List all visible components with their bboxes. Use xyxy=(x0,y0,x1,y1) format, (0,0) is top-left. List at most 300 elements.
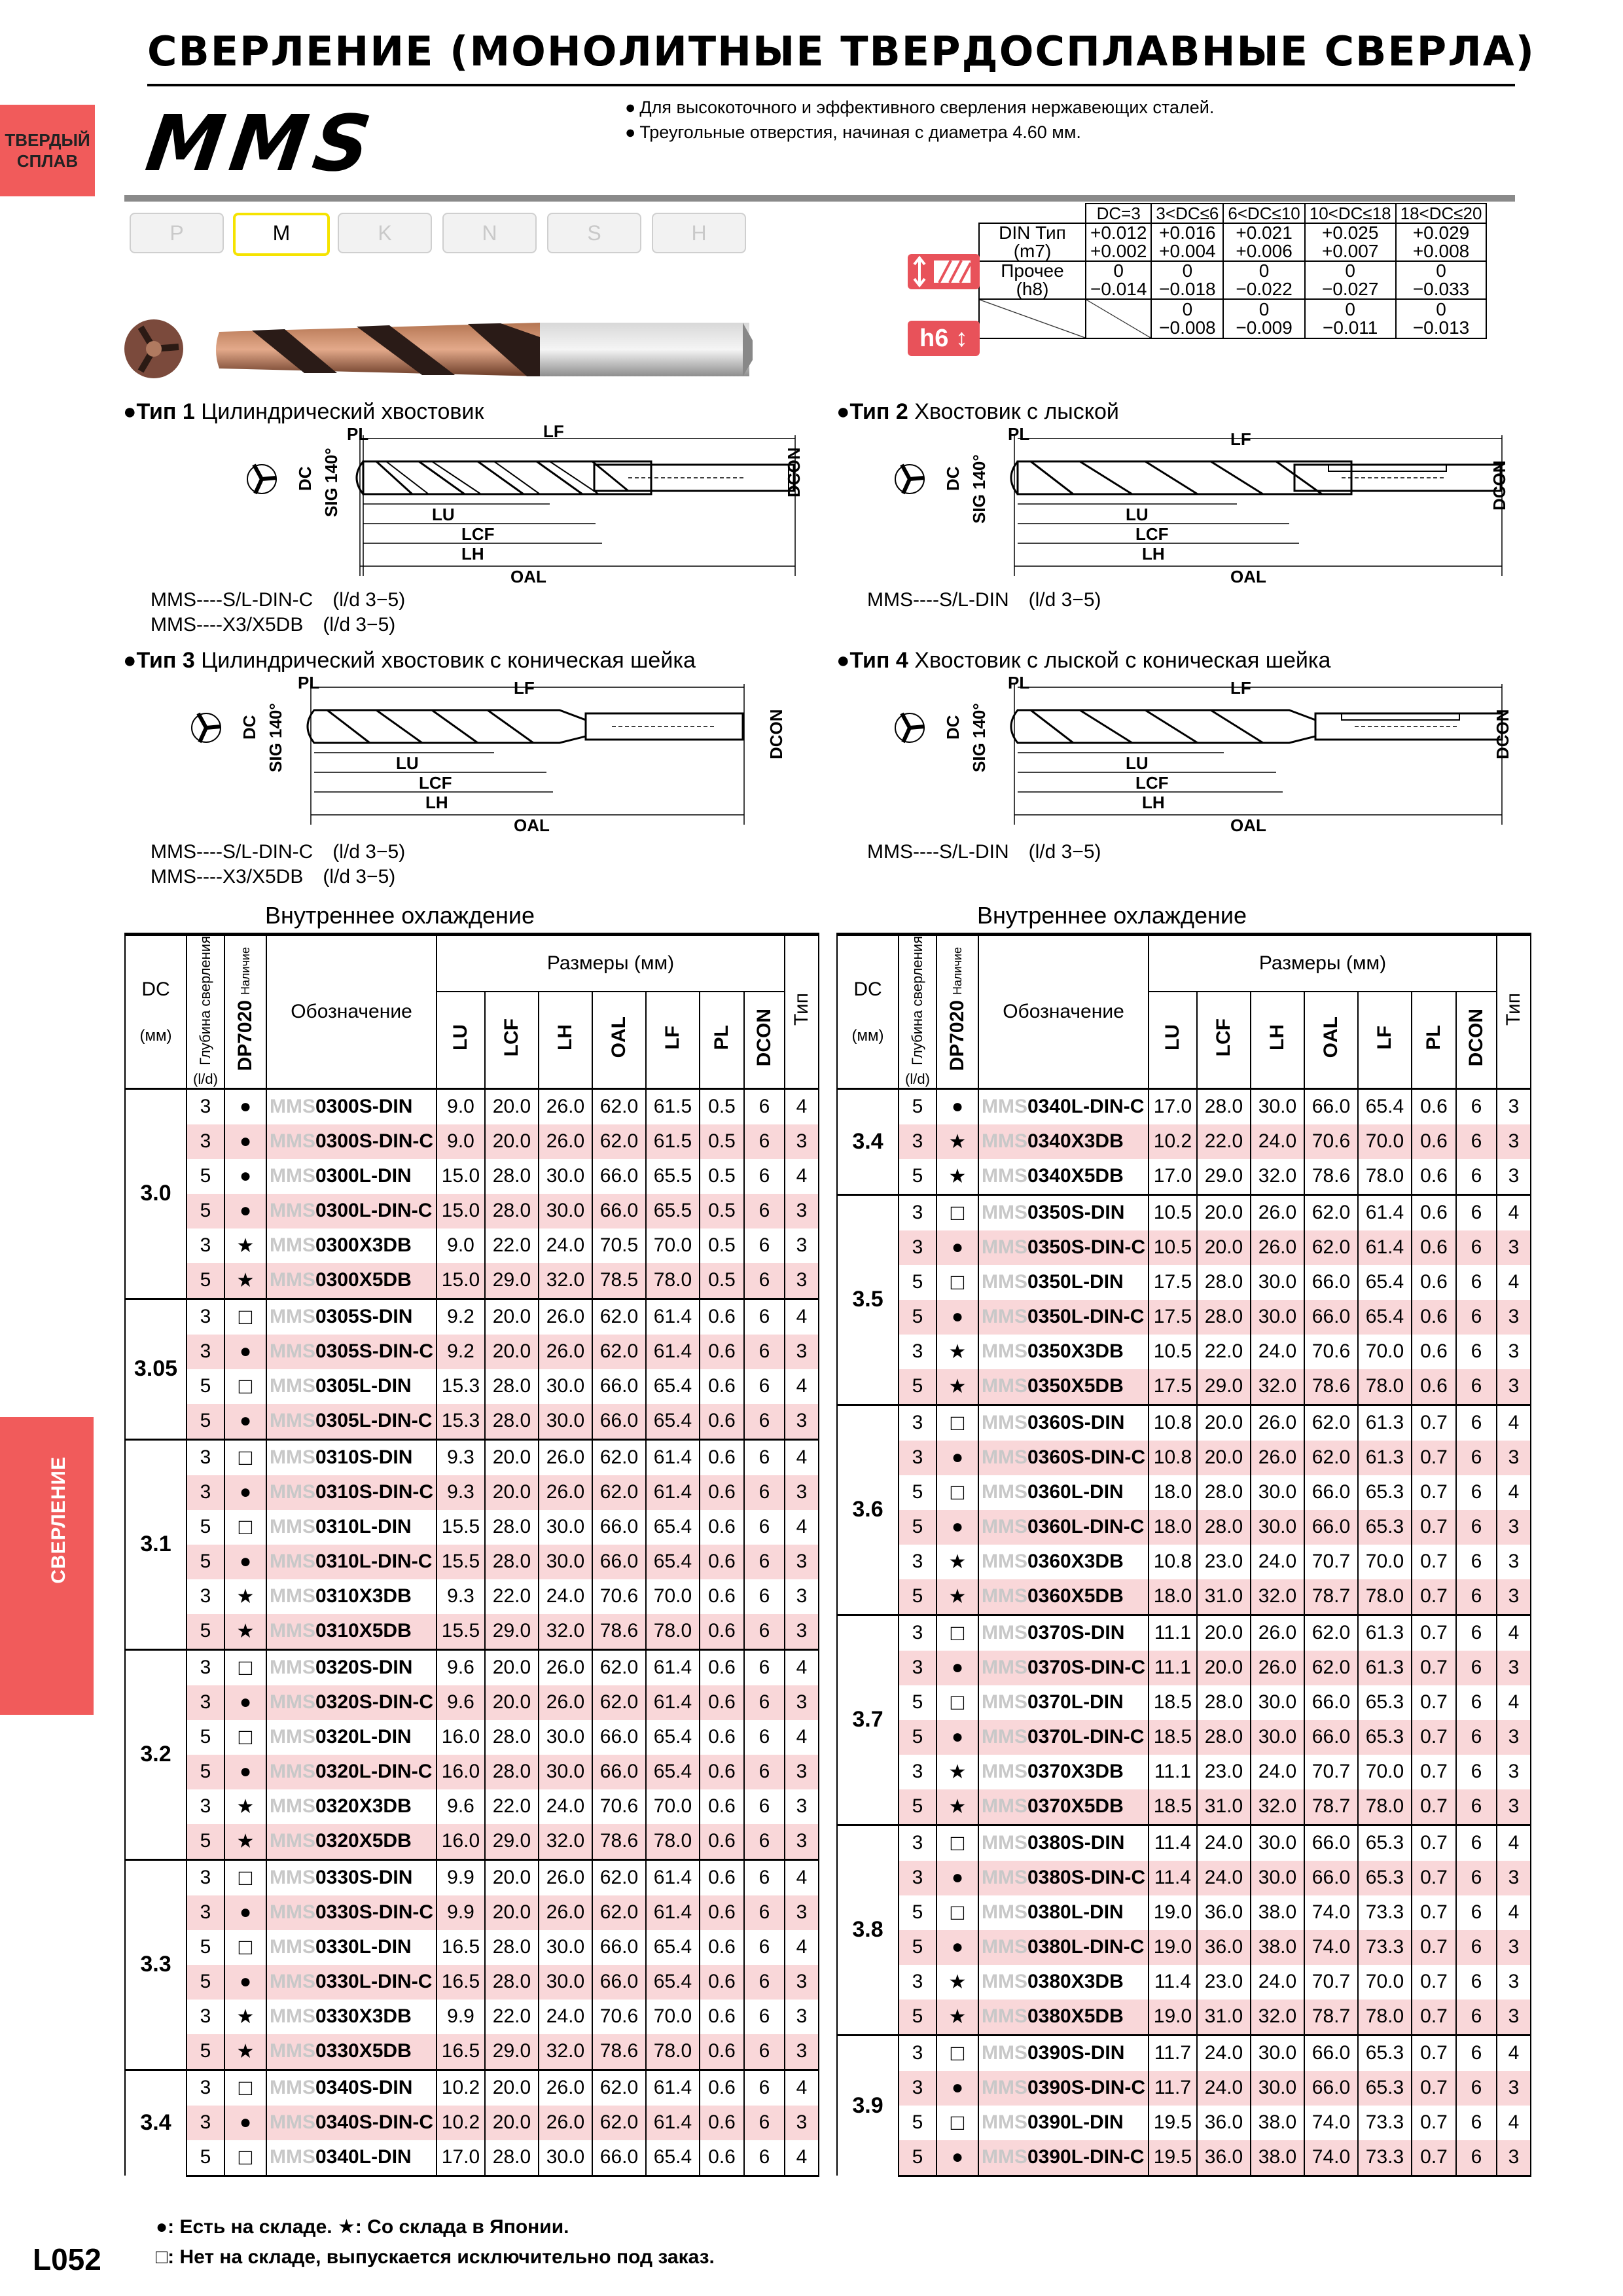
value-cell: 3 xyxy=(1497,1755,1531,1789)
designation-cell: MMS0330S-DIN-C xyxy=(266,1895,437,1930)
designation-cell: MMS0350X5DB xyxy=(978,1369,1149,1405)
value-cell: 65.3 xyxy=(1358,1685,1412,1720)
value-cell: 4 xyxy=(785,1720,819,1755)
value-cell: 30.0 xyxy=(539,1159,592,1194)
value-cell: 0.6 xyxy=(700,1685,744,1720)
designation-cell: MMS0370L-DIN xyxy=(978,1685,1149,1720)
value-cell: 6 xyxy=(744,1510,785,1545)
value-cell: 0.7 xyxy=(1412,2000,1456,2036)
value-cell: 29.0 xyxy=(485,1824,539,1860)
depth-cell: 5 xyxy=(899,1300,936,1335)
stock-cell: ● xyxy=(936,1441,978,1475)
designation-cell: MMS0360S-DIN xyxy=(978,1405,1149,1441)
value-cell: 28.0 xyxy=(485,1755,539,1789)
stock-cell: □ xyxy=(936,1685,978,1720)
value-cell: 0.6 xyxy=(1412,1265,1456,1300)
type-3-heading: ● Тип 3 Цилиндрический хвостовик с коническая шейка xyxy=(123,648,696,673)
value-cell: 0.6 xyxy=(700,1649,744,1685)
value-cell: 38.0 xyxy=(1251,2140,1304,2176)
value-cell: 20.0 xyxy=(1197,1230,1251,1265)
col-designation: Обозначение xyxy=(978,935,1149,1089)
tol-cell: 0 −0.014 xyxy=(1086,261,1151,299)
depth-cell: 3 xyxy=(187,2106,224,2140)
table-row xyxy=(125,1335,819,1369)
table-row xyxy=(125,2000,819,2034)
depth-cell: 3 xyxy=(899,2071,936,2106)
value-cell: 62.0 xyxy=(592,1335,646,1369)
designation-cell: MMS0340L-DIN-C xyxy=(978,1088,1149,1124)
value-cell: 78.0 xyxy=(646,1263,700,1299)
value-cell: 4 xyxy=(785,1088,819,1124)
value-cell: 3 xyxy=(1497,1545,1531,1579)
table-row xyxy=(837,2140,1531,2176)
value-cell: 0.6 xyxy=(700,1299,744,1335)
value-cell: 78.6 xyxy=(592,1824,646,1860)
dim-dcon: DCON xyxy=(1489,460,1509,511)
value-cell: 61.4 xyxy=(646,1475,700,1510)
table-row xyxy=(125,1194,819,1229)
table-row xyxy=(125,2034,819,2070)
value-cell: 3 xyxy=(785,1229,819,1263)
stock-cell: ★ xyxy=(936,1124,978,1159)
value-cell: 66.0 xyxy=(1304,1720,1358,1755)
table-row xyxy=(837,1789,1531,1825)
value-cell: 4 xyxy=(785,2140,819,2176)
depth-cell: 5 xyxy=(899,1159,936,1195)
value-cell: 65.3 xyxy=(1358,2071,1412,2106)
value-cell: 20.0 xyxy=(485,1895,539,1930)
value-cell: 30.0 xyxy=(1251,2035,1304,2071)
col-oal: OAL xyxy=(1304,992,1358,1088)
depth-cell: 5 xyxy=(187,1404,224,1440)
value-cell: 0.7 xyxy=(1412,1965,1456,2000)
value-cell: 10.5 xyxy=(1149,1230,1197,1265)
stock-cell: ★ xyxy=(224,1229,266,1263)
value-cell: 16.5 xyxy=(437,2034,485,2070)
side-tab-carbide[interactable] xyxy=(0,105,95,196)
table-row xyxy=(837,2071,1531,2106)
depth-cell: 3 xyxy=(187,1685,224,1720)
value-cell: 20.0 xyxy=(1197,1441,1251,1475)
value-cell: 28.0 xyxy=(485,1930,539,1965)
value-cell: 78.0 xyxy=(646,1824,700,1860)
value-cell: 30.0 xyxy=(1251,1861,1304,1895)
iso-group-s[interactable]: S xyxy=(547,213,641,253)
value-cell: 6 xyxy=(744,1263,785,1299)
table-row xyxy=(125,1369,819,1404)
value-cell: 9.0 xyxy=(437,1088,485,1124)
value-cell: 62.0 xyxy=(592,1299,646,1335)
depth-cell: 5 xyxy=(899,2140,936,2176)
value-cell: 15.5 xyxy=(437,1510,485,1545)
table-row xyxy=(837,1651,1531,1685)
designation-cell: MMS0330X3DB xyxy=(266,2000,437,2034)
table-row xyxy=(837,1335,1531,1369)
designation-cell: MMS0350S-DIN xyxy=(978,1194,1149,1230)
value-cell: 22.0 xyxy=(485,1229,539,1263)
value-cell: 9.6 xyxy=(437,1649,485,1685)
value-cell: 6 xyxy=(744,1299,785,1335)
tolerance-table xyxy=(978,203,1487,339)
designation-cell: MMS0380L-DIN xyxy=(978,1895,1149,1930)
value-cell: 61.4 xyxy=(646,1685,700,1720)
depth-cell: 3 xyxy=(187,1124,224,1159)
value-cell: 66.0 xyxy=(592,1404,646,1440)
tol-cell: 0 −0.009 xyxy=(1223,299,1304,338)
value-cell: 31.0 xyxy=(1197,2000,1251,2036)
value-cell: 62.0 xyxy=(592,1895,646,1930)
value-cell: 0.6 xyxy=(1412,1194,1456,1230)
table-row xyxy=(837,1545,1531,1579)
value-cell: 66.0 xyxy=(592,1720,646,1755)
stock-cell: □ xyxy=(936,2035,978,2071)
feature-list xyxy=(625,95,1214,145)
value-cell: 0.7 xyxy=(1412,1895,1456,1930)
value-cell: 65.5 xyxy=(646,1194,700,1229)
value-cell: 26.0 xyxy=(539,1088,592,1124)
table-row xyxy=(125,1614,819,1650)
dim-pl: PL xyxy=(1008,424,1030,444)
table-row xyxy=(125,2106,819,2140)
value-cell: 6 xyxy=(1456,2000,1497,2036)
value-cell: 16.0 xyxy=(437,1755,485,1789)
designation-cell: MMS0320L-DIN-C xyxy=(266,1755,437,1789)
designation-cell: MMS0320X5DB xyxy=(266,1824,437,1860)
value-cell: 0.6 xyxy=(1412,1088,1456,1124)
value-cell: 11.7 xyxy=(1149,2071,1197,2106)
dc-value: 3.8 xyxy=(837,1825,899,2035)
type-3-code: MMS----S/L-DIN-C (l/d 3−5) xyxy=(151,841,406,863)
stock-cell: ● xyxy=(936,1930,978,1965)
col-dc: DC (мм) xyxy=(837,935,899,1089)
depth-cell: 5 xyxy=(187,1545,224,1579)
value-cell: 16.5 xyxy=(437,1930,485,1965)
value-cell: 32.0 xyxy=(539,1824,592,1860)
value-cell: 65.3 xyxy=(1358,1825,1412,1861)
stock-cell: □ xyxy=(224,1510,266,1545)
value-cell: 65.4 xyxy=(1358,1088,1412,1124)
value-cell: 70.7 xyxy=(1304,1965,1358,2000)
depth-cell: 5 xyxy=(187,1930,224,1965)
value-cell: 6 xyxy=(1456,1651,1497,1685)
value-cell: 61.4 xyxy=(1358,1230,1412,1265)
dim-pl: PL xyxy=(298,673,320,692)
value-cell: 74.0 xyxy=(1304,2140,1358,2176)
dim-sig: SIG 140° xyxy=(969,703,989,772)
value-cell: 15.0 xyxy=(437,1194,485,1229)
table-row xyxy=(125,1299,819,1335)
value-cell: 62.0 xyxy=(592,1859,646,1895)
value-cell: 62.0 xyxy=(592,1124,646,1159)
value-cell: 6 xyxy=(1456,1755,1497,1789)
iso-group-m[interactable]: M xyxy=(233,213,330,256)
stock-cell: ● xyxy=(224,2106,266,2140)
dim-lcf: LCF xyxy=(461,524,495,544)
stock-cell: ● xyxy=(224,1965,266,2000)
table-row xyxy=(125,1439,819,1475)
stock-cell: ● xyxy=(936,1720,978,1755)
value-cell: 0.6 xyxy=(700,2140,744,2176)
value-cell: 6 xyxy=(1456,1615,1497,1651)
dim-oal: OAL xyxy=(514,816,550,835)
dim-dc: DC xyxy=(943,466,963,491)
stock-cell: ● xyxy=(224,1685,266,1720)
table-row xyxy=(837,1615,1531,1651)
value-cell: 6 xyxy=(1456,1441,1497,1475)
value-cell: 3 xyxy=(785,1824,819,1860)
stock-cell: □ xyxy=(936,1194,978,1230)
value-cell: 9.3 xyxy=(437,1439,485,1475)
value-cell: 6 xyxy=(1456,2071,1497,2106)
value-cell: 28.0 xyxy=(1197,1088,1251,1124)
value-cell: 22.0 xyxy=(1197,1124,1251,1159)
dim-sig: SIG 140° xyxy=(266,703,285,772)
value-cell: 17.5 xyxy=(1149,1265,1197,1300)
value-cell: 6 xyxy=(744,2070,785,2106)
value-cell: 6 xyxy=(744,2034,785,2070)
value-cell: 61.4 xyxy=(646,1895,700,1930)
tol-header: 6<DC≤10 xyxy=(1223,204,1304,223)
dim-lh: LH xyxy=(461,544,484,564)
value-cell: 0.6 xyxy=(700,1335,744,1369)
depth-cell: 5 xyxy=(899,1369,936,1405)
value-cell: 4 xyxy=(785,1859,819,1895)
table-row xyxy=(837,1194,1531,1230)
value-cell: 73.3 xyxy=(1358,1930,1412,1965)
value-cell: 70.7 xyxy=(1304,1755,1358,1789)
value-cell: 62.0 xyxy=(1304,1194,1358,1230)
value-cell: 3 xyxy=(1497,2000,1531,2036)
stock-cell: ★ xyxy=(224,1824,266,1860)
depth-cell: 5 xyxy=(899,1265,936,1300)
value-cell: 66.0 xyxy=(592,1755,646,1789)
stock-cell: □ xyxy=(936,2106,978,2140)
table-row xyxy=(837,1965,1531,2000)
value-cell: 20.0 xyxy=(485,1475,539,1510)
value-cell: 6 xyxy=(1456,1685,1497,1720)
depth-cell: 3 xyxy=(187,1579,224,1614)
stock-cell: □ xyxy=(936,1265,978,1300)
designation-cell: MMS0340S-DIN xyxy=(266,2070,437,2106)
tolerance-h6-icon: h6 ↕ xyxy=(908,321,980,356)
designation-cell: MMS0370S-DIN xyxy=(978,1615,1149,1651)
value-cell: 6 xyxy=(1456,1930,1497,1965)
value-cell: 70.6 xyxy=(1304,1335,1358,1369)
value-cell: 6 xyxy=(1456,1545,1497,1579)
value-cell: 3 xyxy=(785,1404,819,1440)
value-cell: 65.4 xyxy=(646,1545,700,1579)
value-cell: 6 xyxy=(1456,2035,1497,2071)
designation-cell: MMS0370X3DB xyxy=(978,1755,1149,1789)
depth-cell: 5 xyxy=(187,2140,224,2176)
value-cell: 30.0 xyxy=(539,1194,592,1229)
value-cell: 66.0 xyxy=(1304,1825,1358,1861)
value-cell: 62.0 xyxy=(592,2070,646,2106)
designation-cell: MMS0305S-DIN xyxy=(266,1299,437,1335)
value-cell: 6 xyxy=(744,2106,785,2140)
value-cell: 66.0 xyxy=(1304,1861,1358,1895)
designation-cell: MMS0330X5DB xyxy=(266,2034,437,2070)
dc-value: 3.0 xyxy=(125,1088,187,1299)
value-cell: 4 xyxy=(1497,1825,1531,1861)
dim-lu: LU xyxy=(396,753,419,773)
value-cell: 78.6 xyxy=(1304,1369,1358,1405)
value-cell: 78.0 xyxy=(646,1614,700,1650)
table-row xyxy=(125,1859,819,1895)
value-cell: 6 xyxy=(1456,1861,1497,1895)
designation-cell: MMS0350X3DB xyxy=(978,1335,1149,1369)
depth-cell: 5 xyxy=(187,1614,224,1650)
iso-group-n[interactable]: N xyxy=(442,213,537,253)
value-cell: 32.0 xyxy=(539,2034,592,2070)
tol-cell: +0.012 +0.002 xyxy=(1086,223,1151,261)
value-cell: 26.0 xyxy=(539,1649,592,1685)
dim-lcf: LCF xyxy=(1135,773,1169,793)
value-cell: 3 xyxy=(1497,1861,1531,1895)
value-cell: 28.0 xyxy=(1197,1300,1251,1335)
designation-cell: MMS0390L-DIN-C xyxy=(978,2140,1149,2176)
value-cell: 0.7 xyxy=(1412,1579,1456,1615)
value-cell: 4 xyxy=(1497,1615,1531,1651)
legend-line: ●: Есть на складе. ★: Со склада в Японии. xyxy=(156,2216,569,2238)
value-cell: 6 xyxy=(744,2140,785,2176)
value-cell: 0.6 xyxy=(1412,1300,1456,1335)
value-cell: 29.0 xyxy=(485,1614,539,1650)
table-row xyxy=(125,2070,819,2106)
value-cell: 70.0 xyxy=(1358,1545,1412,1579)
stock-cell: □ xyxy=(224,1299,266,1335)
depth-cell: 3 xyxy=(899,2035,936,2071)
value-cell: 6 xyxy=(744,1720,785,1755)
col-lu: LU xyxy=(437,992,485,1088)
table-row xyxy=(837,1895,1531,1930)
value-cell: 6 xyxy=(744,1404,785,1440)
value-cell: 66.0 xyxy=(1304,2071,1358,2106)
type-1-code: MMS----S/L-DIN-C (l/d 3−5) xyxy=(151,589,406,611)
value-cell: 70.0 xyxy=(646,1579,700,1614)
value-cell: 6 xyxy=(744,1930,785,1965)
dim-sig: SIG 140° xyxy=(321,448,341,517)
value-cell: 0.5 xyxy=(700,1194,744,1229)
value-cell: 6 xyxy=(744,1088,785,1124)
iso-group-k[interactable]: K xyxy=(338,213,432,253)
type-2-heading: ● Тип 2 Хвостовик с лыской xyxy=(836,399,1119,425)
value-cell: 78.6 xyxy=(592,2034,646,2070)
designation-cell: MMS0360X5DB xyxy=(978,1579,1149,1615)
value-cell: 0.6 xyxy=(700,1824,744,1860)
value-cell: 65.4 xyxy=(646,1930,700,1965)
value-cell: 22.0 xyxy=(485,2000,539,2034)
value-cell: 74.0 xyxy=(1304,2106,1358,2140)
designation-cell: MMS0380X3DB xyxy=(978,1965,1149,2000)
value-cell: 3 xyxy=(785,2034,819,2070)
value-cell: 70.0 xyxy=(1358,1124,1412,1159)
table-row xyxy=(125,1930,819,1965)
value-cell: 26.0 xyxy=(1251,1230,1304,1265)
value-cell: 0.7 xyxy=(1412,1685,1456,1720)
dim-pl: PL xyxy=(347,424,369,444)
value-cell: 70.0 xyxy=(646,2000,700,2034)
iso-group-p[interactable]: P xyxy=(130,213,224,253)
value-cell: 3 xyxy=(785,1755,819,1789)
value-cell: 26.0 xyxy=(1251,1194,1304,1230)
depth-cell: 5 xyxy=(187,1824,224,1860)
col-lh: LH xyxy=(1251,992,1304,1088)
dim-lh: LH xyxy=(425,793,448,812)
depth-cell: 3 xyxy=(187,1895,224,1930)
depth-cell: 5 xyxy=(187,1263,224,1299)
value-cell: 0.7 xyxy=(1412,1475,1456,1510)
value-cell: 65.3 xyxy=(1358,1861,1412,1895)
value-cell: 0.5 xyxy=(700,1263,744,1299)
table-row xyxy=(125,1824,819,1860)
iso-group-h[interactable]: H xyxy=(652,213,746,253)
value-cell: 30.0 xyxy=(539,1545,592,1579)
value-cell: 28.0 xyxy=(485,1965,539,2000)
value-cell: 26.0 xyxy=(1251,1651,1304,1685)
value-cell: 0.6 xyxy=(1412,1159,1456,1195)
value-cell: 24.0 xyxy=(539,1579,592,1614)
stock-cell: ★ xyxy=(936,1335,978,1369)
value-cell: 20.0 xyxy=(485,1124,539,1159)
value-cell: 65.4 xyxy=(646,1720,700,1755)
value-cell: 0.6 xyxy=(700,2106,744,2140)
side-tab-drilling[interactable]: СВЕРЛЕНИЕ xyxy=(31,1417,94,1715)
depth-cell: 3 xyxy=(899,1194,936,1230)
table-row xyxy=(125,1545,819,1579)
value-cell: 0.6 xyxy=(1412,1124,1456,1159)
depth-cell: 3 xyxy=(899,1965,936,2000)
value-cell: 0.5 xyxy=(700,1229,744,1263)
value-cell: 29.0 xyxy=(485,1263,539,1299)
value-cell: 24.0 xyxy=(539,2000,592,2034)
dim-lcf: LCF xyxy=(1135,524,1169,544)
value-cell: 0.6 xyxy=(700,1545,744,1579)
designation-cell: MMS0300L-DIN-C xyxy=(266,1194,437,1229)
value-cell: 6 xyxy=(1456,1088,1497,1124)
value-cell: 6 xyxy=(1456,2106,1497,2140)
value-cell: 20.0 xyxy=(485,1299,539,1335)
col-dcon: DCON xyxy=(744,992,785,1088)
value-cell: 0.6 xyxy=(700,1579,744,1614)
value-cell: 36.0 xyxy=(1197,1930,1251,1965)
value-cell: 3 xyxy=(1497,1579,1531,1615)
stock-cell: ★ xyxy=(224,2000,266,2034)
depth-cell: 5 xyxy=(187,1159,224,1194)
value-cell: 10.5 xyxy=(1149,1194,1197,1230)
depth-cell: 5 xyxy=(187,1965,224,2000)
value-cell: 70.6 xyxy=(592,1789,646,1824)
value-cell: 0.6 xyxy=(700,1789,744,1824)
value-cell: 3 xyxy=(785,1895,819,1930)
stock-cell: ★ xyxy=(936,1579,978,1615)
value-cell: 65.4 xyxy=(646,1755,700,1789)
value-cell: 61.3 xyxy=(1358,1615,1412,1651)
value-cell: 29.0 xyxy=(1197,1159,1251,1195)
table-row xyxy=(837,1861,1531,1895)
type-3-diagram xyxy=(180,674,808,838)
value-cell: 66.0 xyxy=(1304,1685,1358,1720)
stock-cell: □ xyxy=(224,1369,266,1404)
designation-cell: MMS0390S-DIN xyxy=(978,2035,1149,2071)
value-cell: 36.0 xyxy=(1197,2140,1251,2176)
col-dc: DC (мм) xyxy=(125,935,187,1089)
value-cell: 4 xyxy=(1497,1265,1531,1300)
value-cell: 6 xyxy=(744,1579,785,1614)
value-cell: 61.3 xyxy=(1358,1441,1412,1475)
depth-cell: 5 xyxy=(187,1720,224,1755)
stock-cell: ● xyxy=(936,1300,978,1335)
